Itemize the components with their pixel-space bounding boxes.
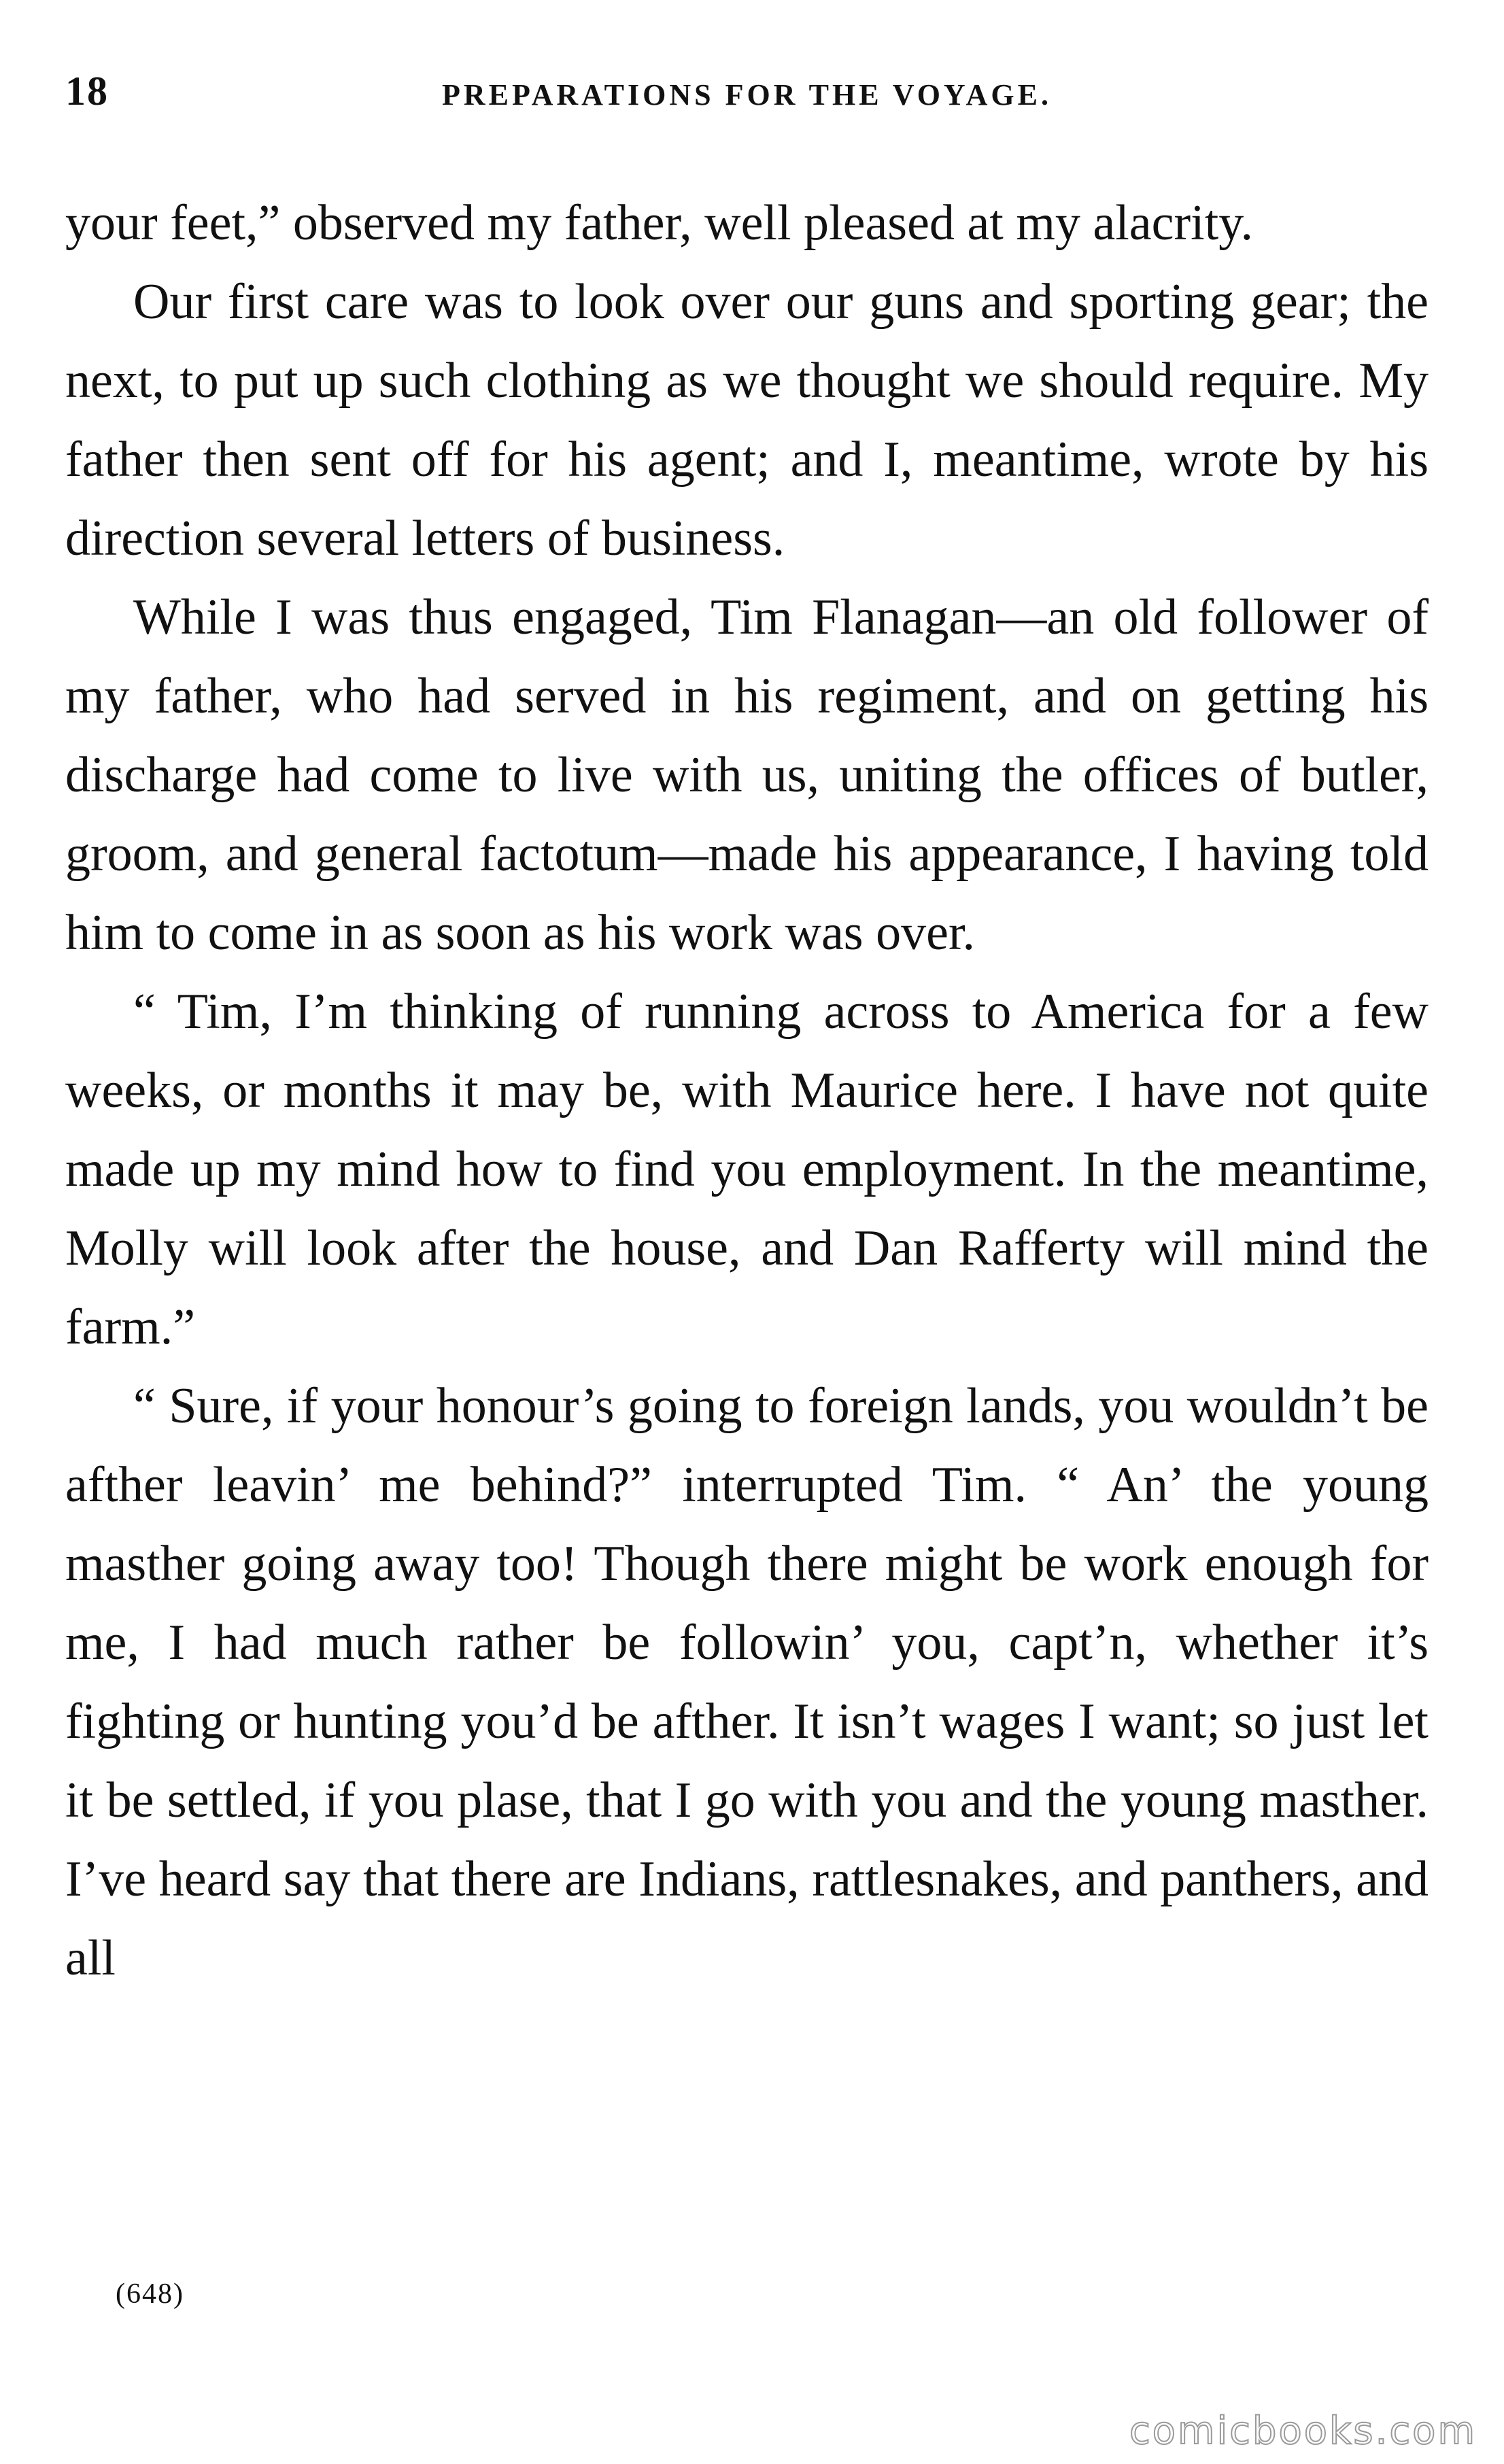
paragraph-tim-reply: “ Sure, if your honour’s going to foreign lands, you wouldn’t be afther leavin’ me behind?” interrupted Tim. “ An’ the young masther going away too! Though there might be work enough for me, I had much rather be followin’ you, capt’n, whether it’s fighting or hunting you’d be afther. It isn’t wages I want; so just let it be settled, if you plase, that I go with you and the young masther. I’ve heard say that there are Indians, rattlesnakes, and panthers, and all: [65, 1378, 1429, 1986]
paragraph-father-speech: “ Tim, I’m thinking of running across to America for a few weeks, or months it may be, with Maurice here. I have not quite made up my mind how to find you employment. In the meantime, Molly will look after the house, and Dan Rafferty will mind the farm.”: [65, 984, 1429, 1355]
paragraph-continuation: your feet,” observed my father, well pleased at my alacrity.: [65, 195, 1253, 251]
paragraph-preparations: Our first care was to look over our guns and sporting gear; the next, to put up such clothing as we thought we should require. My father then sent off for his agent; and I, meantime, wrote by his direction several letters of business.: [65, 274, 1429, 566]
book-page: [65, 54, 1429, 2414]
running-title: PREPARATIONS FOR THE VOYAGE.: [441, 78, 1053, 112]
site-watermark: comicbooks.com: [1129, 2409, 1477, 2453]
page-number: 18: [65, 69, 109, 114]
page-header: [65, 54, 1429, 129]
printer-signature-mark: (648): [116, 2278, 184, 2310]
body-text: [65, 184, 1429, 1998]
paragraph-tim-flanagan: While I was thus engaged, Tim Flanagan—an old follower of my father, who had served in his regiment, and on getting his discharge had come to live with us, uniting the offices of butler, groom, and general factotum—made his appearance, I having told him to come in as soon as his work was over.: [65, 589, 1429, 961]
